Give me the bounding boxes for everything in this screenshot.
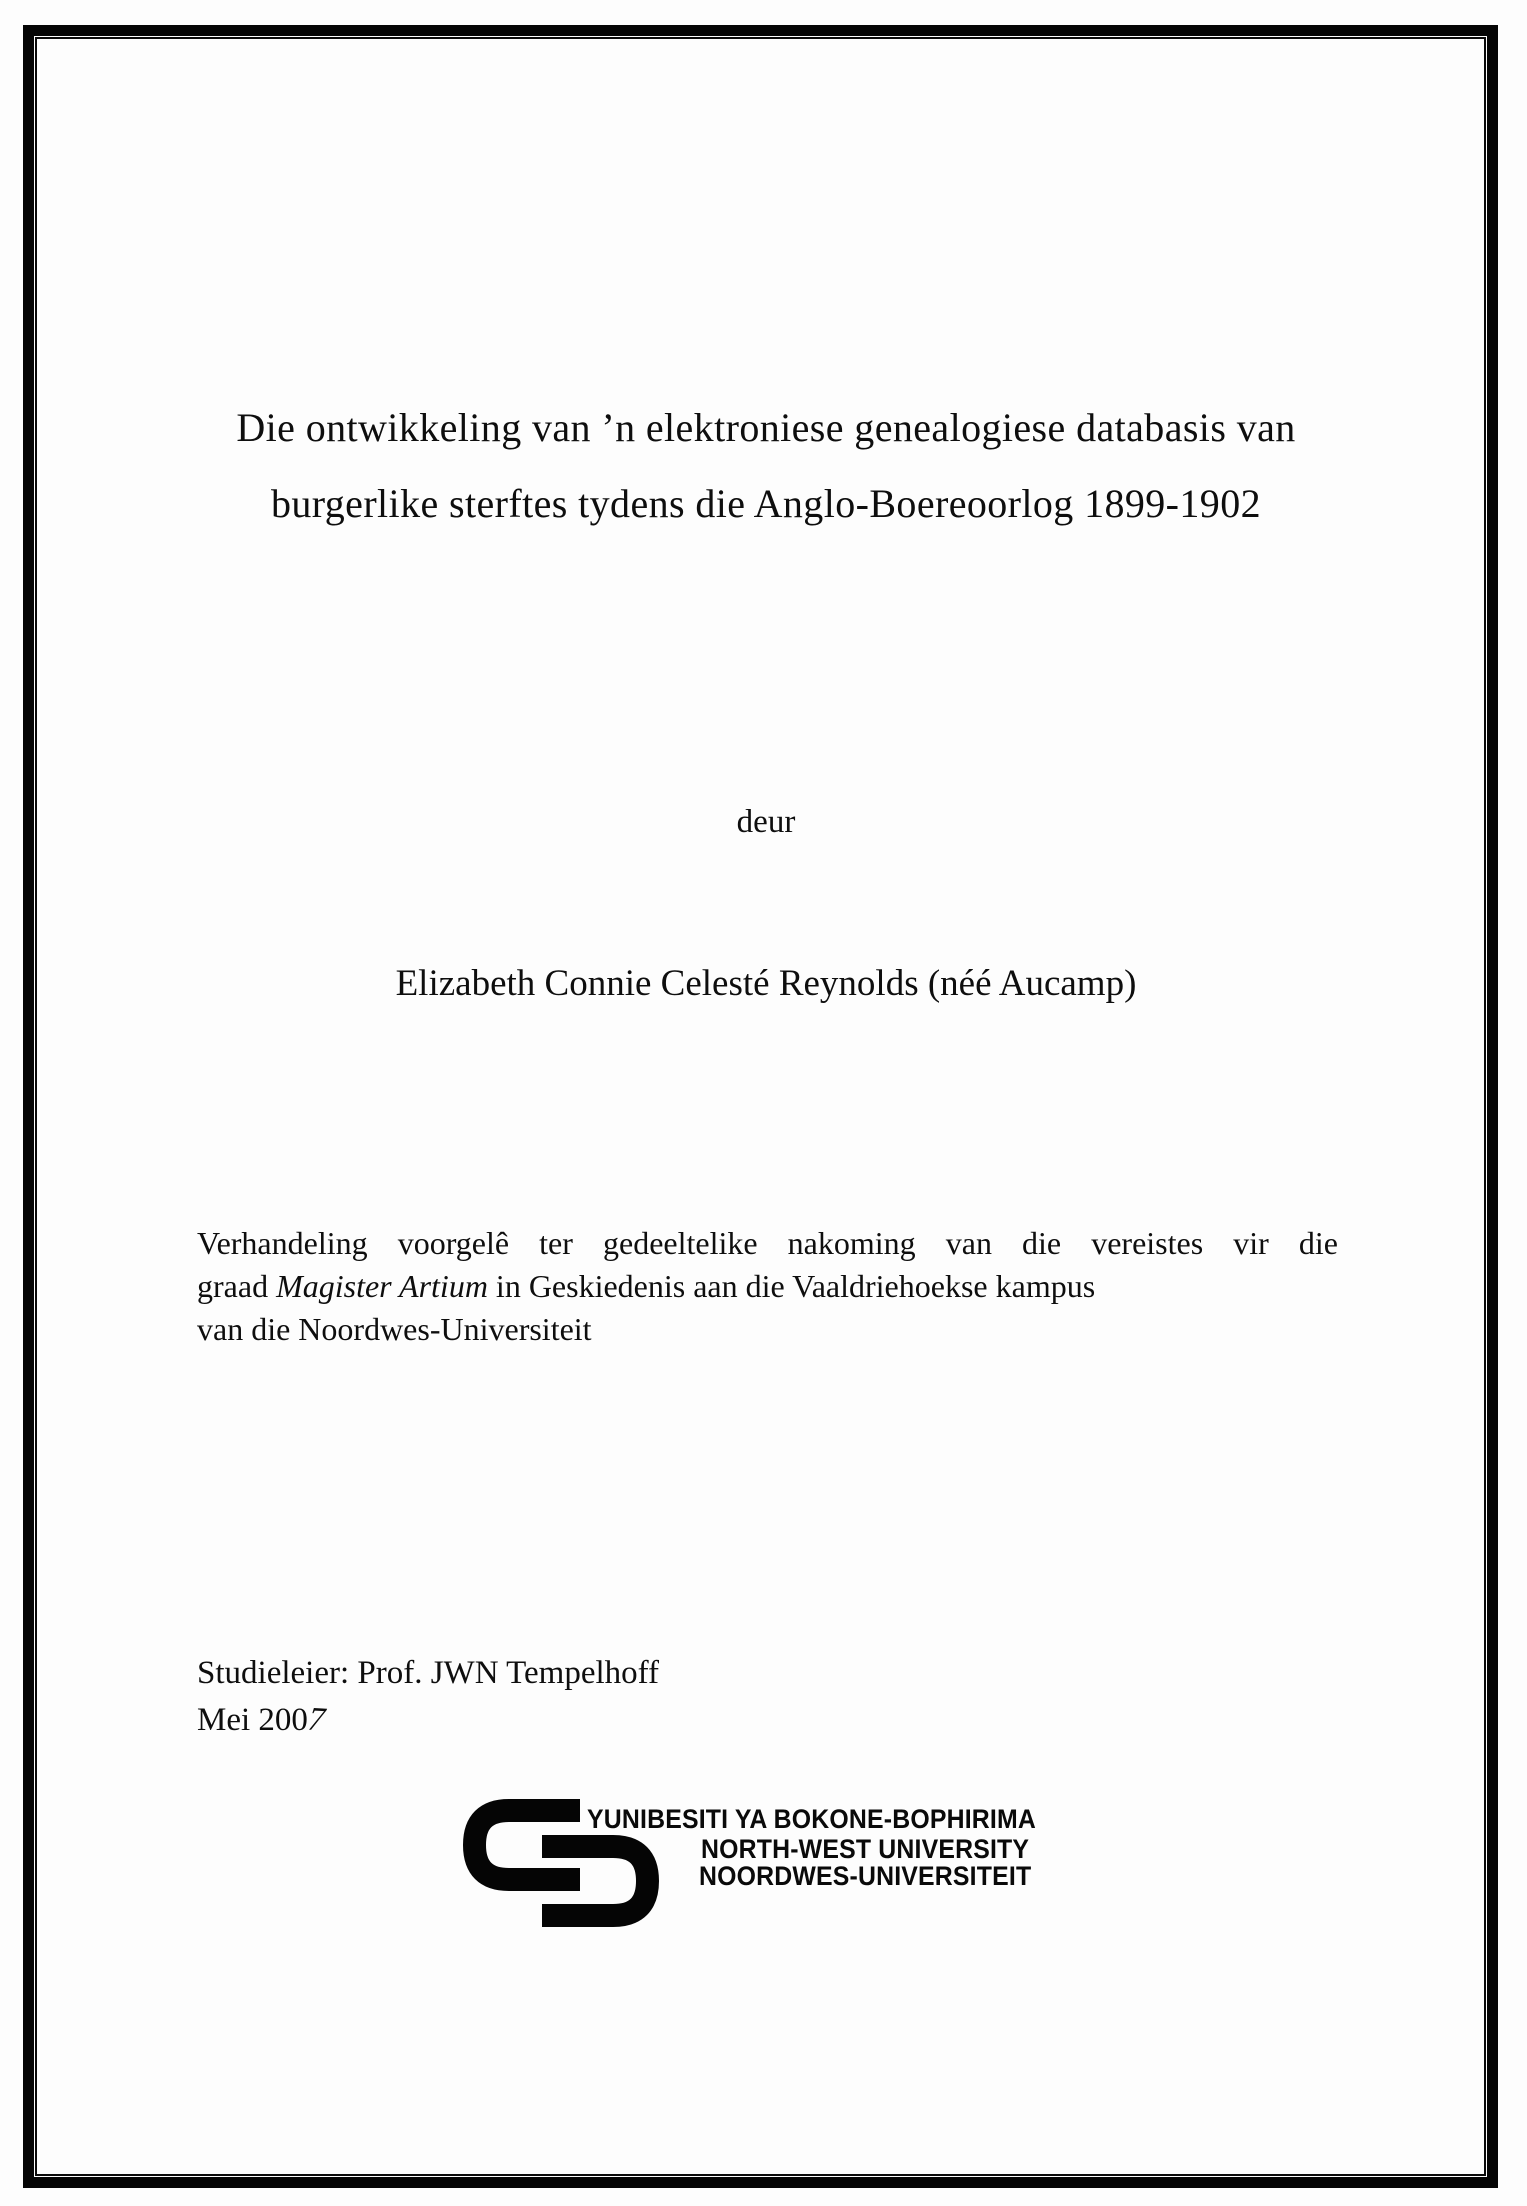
- thesis-statement: [197, 1222, 1338, 1351]
- statement-line2-prefix: graad: [197, 1268, 277, 1304]
- date-prefix: Mei 200: [197, 1702, 308, 1738]
- supervisor-line: Studieleier: Prof. JWN Tempelhoff: [197, 1655, 660, 1691]
- supervisor-block: [197, 1650, 1097, 1744]
- author-name: Elizabeth Connie Celesté Reynolds (néé Aucamp): [395, 963, 1137, 1004]
- logo-text-line-setswana: YUNIBESITI YA BOKONE-BOPHIRIMA: [587, 1804, 1037, 1834]
- thesis-statement-line-1: Verhandeling voorgelê ter gedeeltelike nakoming van die vereistes vir die: [197, 1225, 1338, 1261]
- degree-name-italic: Magister Artium: [276, 1268, 488, 1304]
- thesis-statement-line-2: [197, 1265, 1338, 1308]
- byline-deur: deur: [736, 804, 796, 840]
- date-line: [197, 1697, 1097, 1744]
- logo-text-line-afrikaans: NOORDWES-UNIVERSITEIT: [699, 1861, 1032, 1891]
- thesis-title: [190, 390, 1342, 542]
- statement-line2-suffix: in Geskiedenis aan die Vaaldriehoekse kampus: [487, 1268, 1096, 1304]
- thesis-title-line-2: burgerlike sterftes tydens die Anglo-Boereoorlog 1899-1902: [270, 481, 1262, 526]
- thesis-title-line-1: Die ontwikkeling van ’n elektroniese genealogiese databasis van: [236, 405, 1296, 450]
- thesis-statement-line-3: van die Noordwes-Universiteit: [197, 1311, 592, 1347]
- logo-text-line-english: NORTH-WEST UNIVERSITY: [701, 1834, 1030, 1864]
- date-last-digit: 7: [302, 1701, 330, 1739]
